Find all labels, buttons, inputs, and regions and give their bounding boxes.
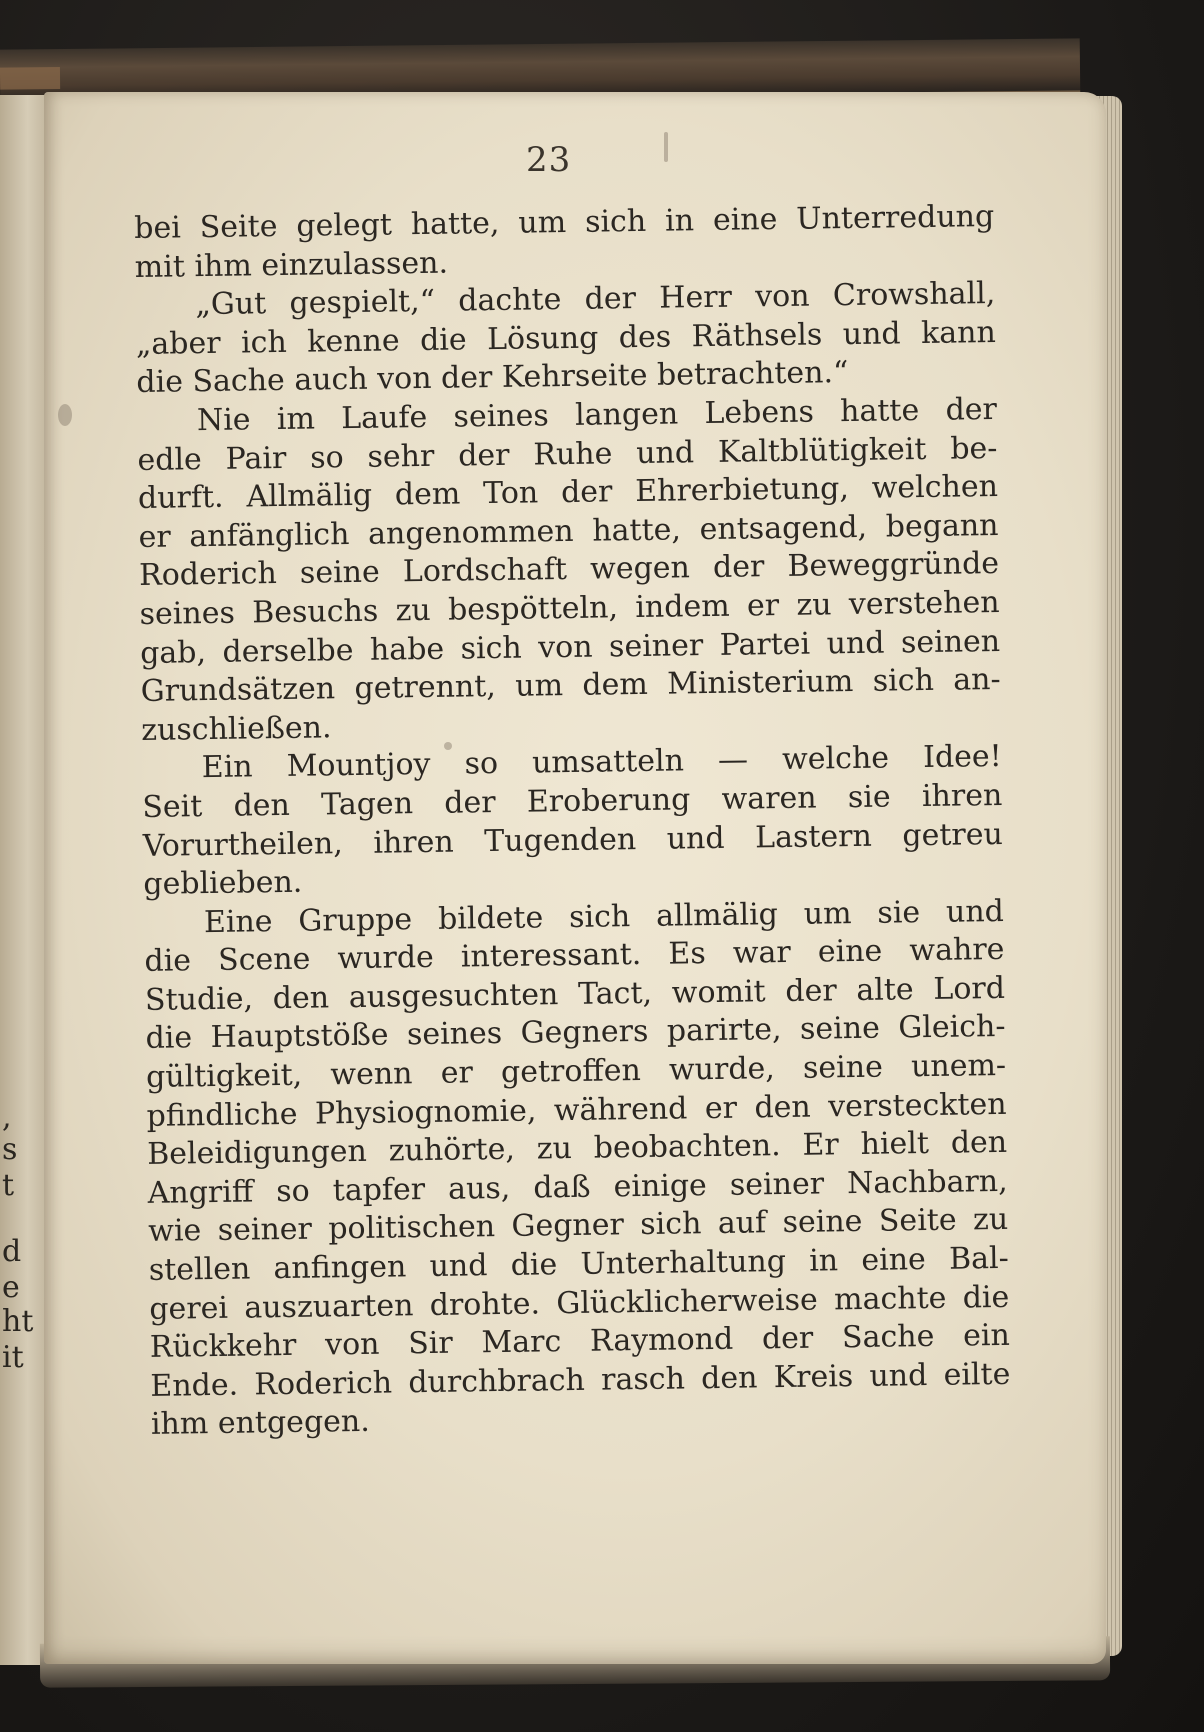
left-page-fragment: s xyxy=(2,1132,18,1167)
text-line: Seit den Tagen der Eroberung waren sie ihren xyxy=(142,777,1003,825)
text-line: Rückkehr von Sir Marc Raymond der Sache ein xyxy=(149,1318,1011,1366)
text-line: Roderich seine Lordschaft wegen der Beweggründe xyxy=(138,546,1000,594)
text-line: Angriff so tapfer aus, daß einige seiner Nachbarn, xyxy=(147,1163,1008,1211)
spine-wear xyxy=(0,67,60,90)
text-line: edle Pair so sehr der Ruhe und Kaltblütigkeit be- xyxy=(137,430,998,478)
left-page-edge xyxy=(0,95,48,1665)
text-line: Vorurtheilen, ihren Tugenden und Lastern getreu xyxy=(142,816,1004,864)
text-line: zuschließen. xyxy=(141,710,332,748)
text-line: Ein Mountjoy so umsatteln — welche Idee! xyxy=(201,739,1002,786)
text-line: wie seiner politischen Gegner sich auf seine Seite zu xyxy=(148,1202,1009,1250)
text-line: gerei auszuarten drohte. Glücklicherweise machte die xyxy=(149,1279,1010,1327)
text-line: Grundsätzen getrennt, um dem Ministerium sich an- xyxy=(140,662,1001,710)
left-page-fragment: , xyxy=(2,1100,12,1135)
text-line: Ende. Roderich durchbrach rasch den Kreis und eilte xyxy=(150,1356,1011,1404)
text-line: er anfänglich angenommen hatte, entsagend, begann xyxy=(138,507,999,555)
text-line: Eine Gruppe bildete sich allmälig um sie und xyxy=(203,893,1005,940)
body-text xyxy=(134,198,1011,1445)
text-line: durft. Allmälig dem Ton der Ehrerbietung, welchen xyxy=(137,469,999,517)
text-line: die Scene wurde interessant. Es war eine wahre xyxy=(144,932,1005,980)
text-line: „Gut gespielt,“ dachte der Herr von Crowshall, xyxy=(195,276,996,323)
page-number: 23 xyxy=(526,140,572,180)
text-line: Beleidigungen zuhörte, zu beobachten. Er hielt den xyxy=(146,1125,1008,1173)
text-line: stellen anfingen und die Unterhaltung in eine Bal- xyxy=(148,1240,1009,1288)
left-page-fragment: it xyxy=(2,1340,24,1375)
left-page-fragment: d xyxy=(2,1234,22,1269)
text-line: geblieben. xyxy=(143,864,303,903)
text-line: mit ihm einzulassen. xyxy=(134,245,449,285)
left-page-fragment: ht xyxy=(2,1304,34,1339)
text-line: die Hauptstöße seines Gegners parirte, seine Gleich- xyxy=(145,1009,1006,1057)
left-page-fragment: t xyxy=(2,1168,15,1203)
text-line: „aber ich kenne die Lösung des Räthsels und kann xyxy=(135,314,997,362)
text-line: die Sache auch von der Kehrseite betrachten.“ xyxy=(136,355,849,401)
text-line: gültigkeit, wenn er getroffen wurde, seine unem- xyxy=(145,1047,1007,1095)
text-line: Studie, den ausgesuchten Tact, womit der alte Lord xyxy=(144,970,1006,1018)
text-line: gab, derselbe habe sich von seiner Partei und seinen xyxy=(139,623,1001,671)
paper-speck xyxy=(664,132,668,162)
left-page-fragment: e xyxy=(2,1270,20,1305)
text-line: seines Besuchs zu bespötteln, indem er zu verstehen xyxy=(139,584,1000,632)
text-line: pfindliche Physiognomie, während er den versteckten xyxy=(146,1086,1007,1134)
paper-speck xyxy=(58,404,72,426)
text-line: bei Seite gelegt hatte, um sich in eine Unterredung xyxy=(134,198,995,246)
text-line: ihm entgegen. xyxy=(150,1404,370,1443)
text-line: Nie im Laufe seines langen Lebens hatte der xyxy=(196,391,998,439)
